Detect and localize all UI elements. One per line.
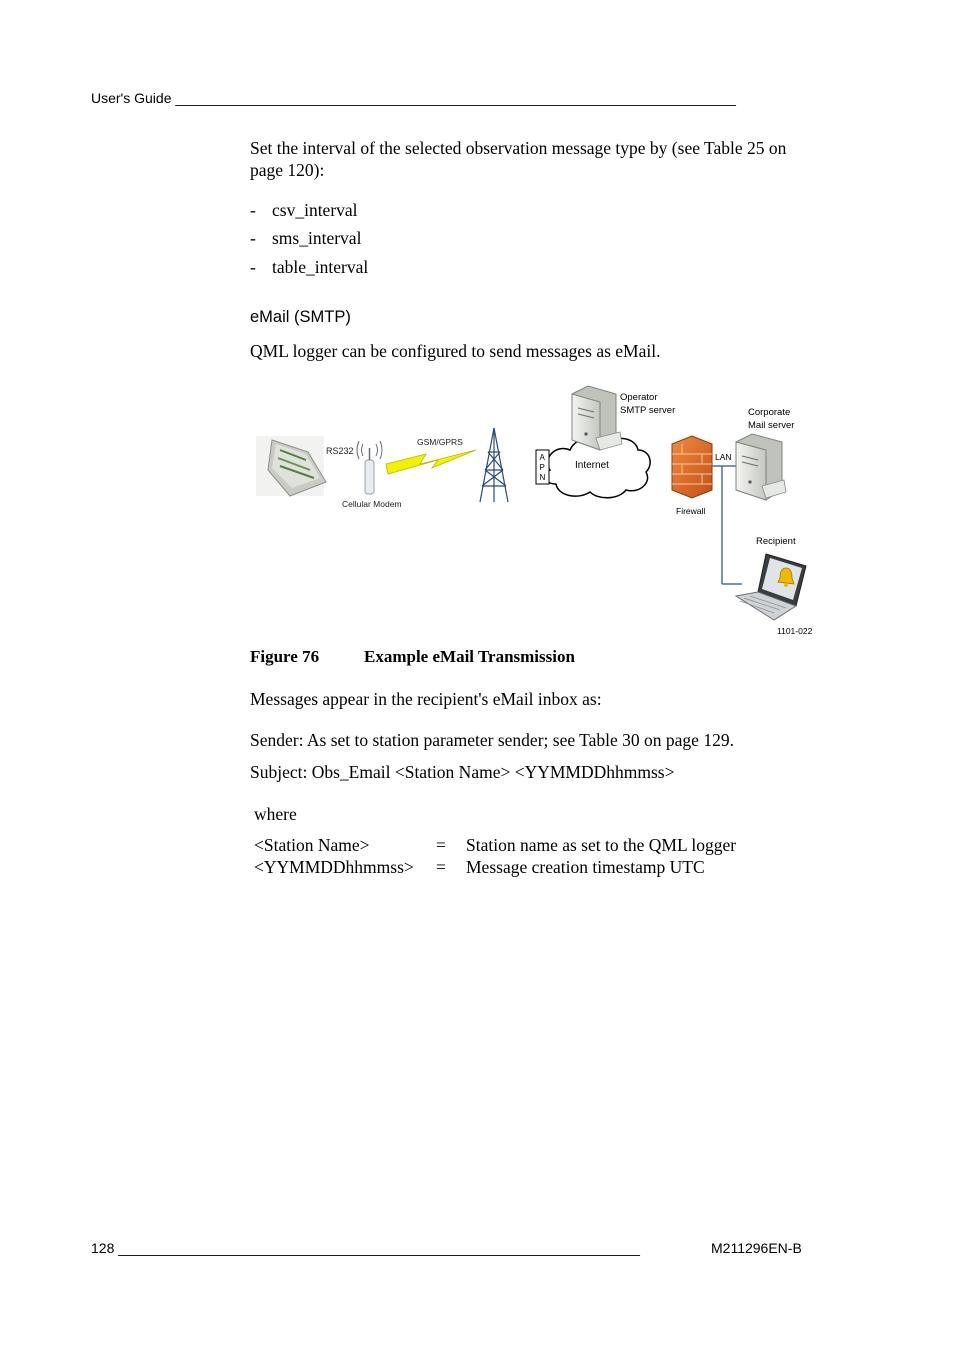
firewall-label: Firewall: [676, 506, 706, 516]
definition-term: <Station Name>: [254, 835, 370, 855]
document-code-footer: M211296EN-B: [711, 1240, 802, 1256]
apn-letter-a: A: [539, 453, 545, 462]
operator-smtp-server-icon: [572, 386, 622, 450]
where-label: where: [254, 804, 297, 824]
cellular-modem-icon: [357, 441, 382, 494]
operator-label-line2: SMTP server: [620, 405, 676, 416]
definition-equals: =: [436, 835, 446, 855]
figure-code-label: 1101-022: [777, 626, 813, 636]
page-number-footer: 128 ___________________________________________________________________: [91, 1240, 640, 1256]
list-dash: -: [250, 228, 256, 248]
wireless-lightning-icon: [386, 450, 476, 474]
lan-label: LAN: [715, 452, 732, 462]
operator-label-line1: Operator: [620, 392, 658, 403]
gsm-gprs-label: GSM/GPRS: [417, 437, 463, 447]
apn-letter-p: P: [539, 463, 545, 472]
list-item-csv-interval: [250, 200, 358, 221]
section-heading: eMail (SMTP): [250, 308, 351, 326]
qml-logger-device: [256, 436, 326, 496]
recipient-label: Recipient: [756, 536, 796, 547]
list-dash: -: [250, 200, 256, 220]
apn-letter-n: N: [539, 473, 546, 482]
radio-tower-icon: [480, 428, 508, 502]
list-item-text: csv_interval: [272, 200, 358, 220]
section-intro-paragraph: QML logger can be configured to send messages as eMail.: [250, 341, 661, 361]
figure-number: Figure 76: [250, 647, 320, 666]
figure-caption: [250, 647, 575, 667]
corporate-mail-server-icon: [736, 434, 786, 500]
corporate-label-line1: Corporate: [748, 407, 791, 418]
inbox-intro-paragraph: Messages appear in the recipient's eMail inbox as:: [250, 689, 602, 709]
list-item-table-interval: [250, 257, 368, 278]
internet-label: Internet: [575, 460, 609, 471]
list-item-sms-interval: [250, 228, 361, 249]
cellular-modem-label: Cellular Modem: [342, 499, 402, 509]
list-item-text: sms_interval: [272, 228, 362, 248]
email-transmission-diagram: [250, 378, 822, 640]
definition-equals: =: [436, 857, 446, 877]
definition-term: <YYMMDDhhmmss>: [254, 857, 414, 877]
list-dash: -: [250, 257, 256, 277]
corporate-label-line2: Mail server: [748, 420, 795, 431]
definition-text: Station name as set to the QML logger: [466, 835, 737, 855]
interval-intro-paragraph: Set the interval of the selected observation message type by (see Table 25 on page 120):: [250, 138, 787, 180]
recipient-laptop-icon: [736, 554, 806, 620]
running-header: User's Guide ________________________________________________________________________: [91, 90, 736, 106]
definition-text: Message creation timestamp UTC: [466, 857, 705, 877]
list-item-text: table_interval: [272, 257, 369, 277]
rs232-label: RS232: [326, 446, 354, 456]
figure-title: Example eMail Transmission: [364, 647, 575, 666]
sender-line: Sender: As set to station parameter sender; see Table 30 on page 129.: [250, 730, 734, 750]
firewall-icon: [672, 436, 712, 498]
subject-line: Subject: Obs_Email <Station Name> <YYMMDDhhmmss>: [250, 762, 675, 782]
